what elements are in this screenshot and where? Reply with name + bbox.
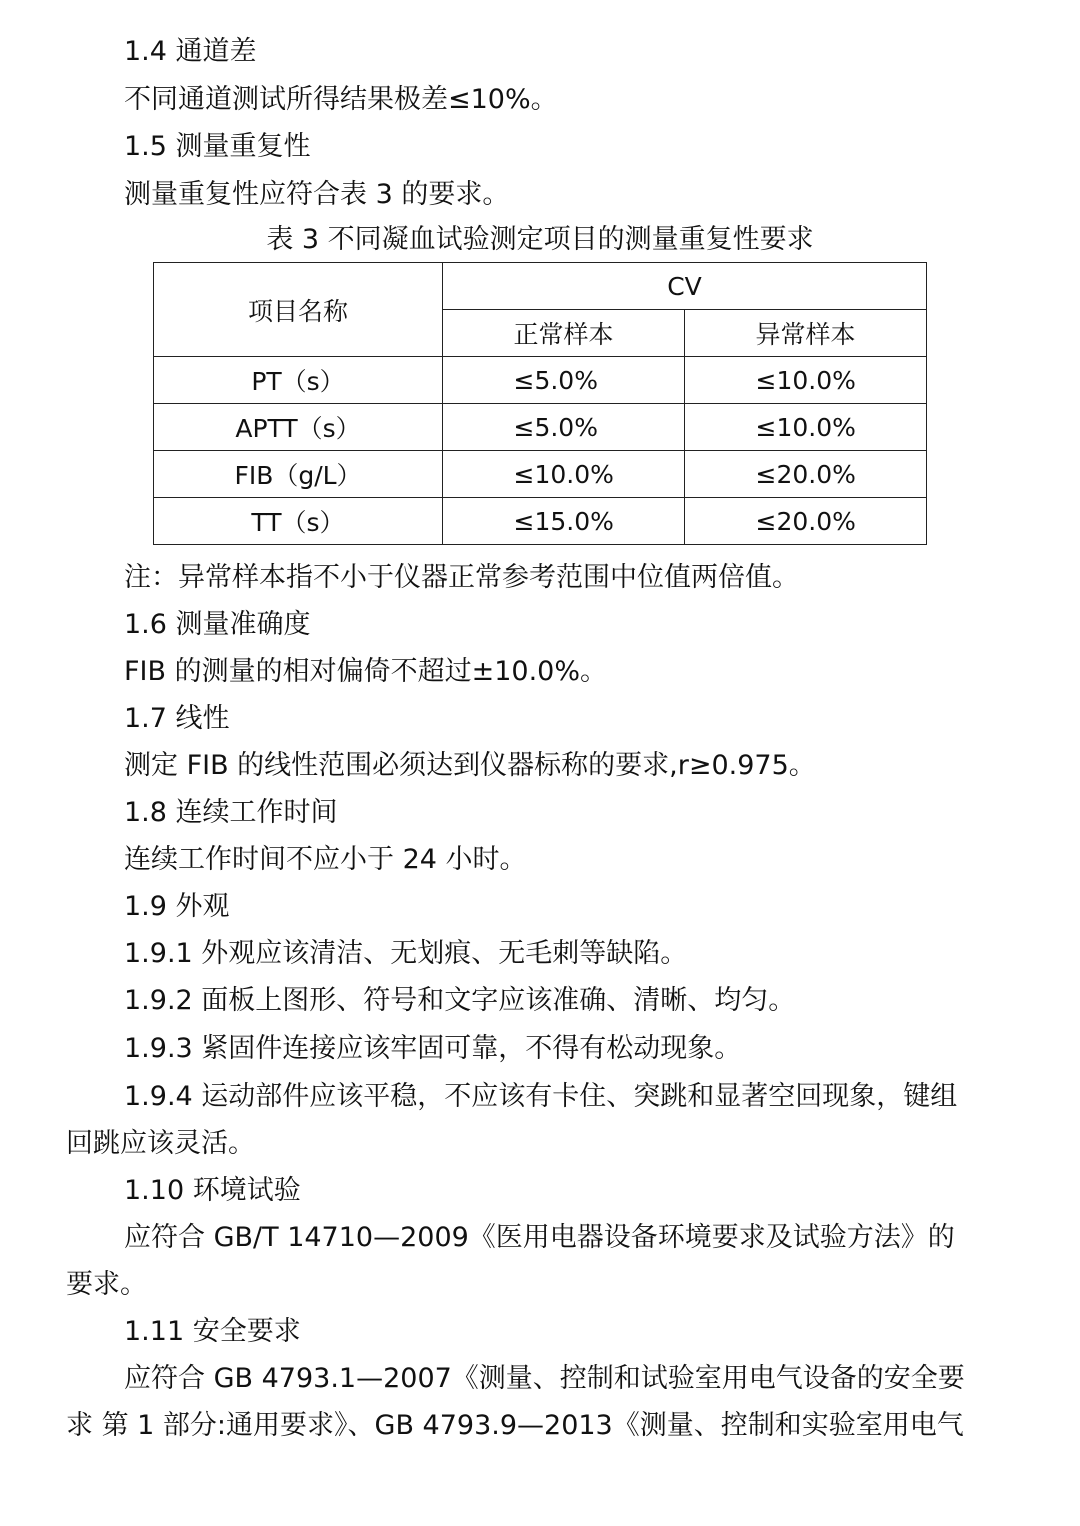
header-cv: CV [443, 263, 927, 310]
header-abnormal-sample: 异常样本 [685, 310, 927, 357]
table-row [154, 451, 927, 498]
row-abnormal-cell [685, 357, 927, 404]
section-1-10-line1: 应符合 GB/T 14710—2009《医用电器设备环境要求及试验方法》的 [124, 1222, 955, 1253]
header-normal-sample: 正常样本 [443, 310, 685, 357]
table-caption: 表 3 不同凝血试验测定项目的测量重复性要求 [266, 224, 814, 255]
row-normal-cell [443, 404, 685, 451]
section-1-6-text: FIB 的测量的相对偏倚不超过±10.0%。 [124, 656, 607, 687]
row-item-name: APTT（s） [154, 404, 443, 451]
section-1-7-title: 1.7 线性 [124, 703, 230, 734]
header-item-name: 项目名称 [154, 263, 443, 357]
row-normal-cell [443, 357, 685, 404]
table-row [154, 404, 927, 451]
section-1-8-text: 连续工作时间不应小于 24 小时。 [124, 844, 527, 875]
section-1-8-title: 1.8 连续工作时间 [124, 797, 338, 828]
row-abnormal-cell [685, 404, 927, 451]
section-1-7-text: 测定 FIB 的线性范围必须达到仪器标称的要求,r≥0.975。 [124, 750, 816, 781]
section-1-4-title: 1.4 通道差 [124, 36, 257, 67]
table-note: 注：异常样本指不小于仪器正常参考范围中位值两倍值。 [124, 562, 799, 593]
row-normal-cell [443, 451, 685, 498]
row-abnormal-cell [685, 498, 927, 545]
row-abnormal-cell [685, 451, 927, 498]
row-item-name: PT（s） [154, 357, 443, 404]
row-item-name: TT（s） [154, 498, 443, 545]
section-1-10-title: 1.10 环境试验 [124, 1175, 301, 1206]
repeatability-table [153, 262, 927, 545]
section-1-11-line1: 应符合 GB 4793.1—2007《测量、控制和试验室用电气设备的安全要 [124, 1363, 965, 1394]
row-abnormal-value: ≤10.0% [755, 365, 856, 395]
section-1-9-title: 1.9 外观 [124, 891, 230, 922]
section-1-5-text: 测量重复性应符合表 3 的要求。 [124, 179, 510, 210]
section-1-9-1: 1.9.1 外观应该清洁、无划痕、无毛刺等缺陷。 [124, 938, 688, 969]
section-1-10-line2: 要求。 [66, 1269, 147, 1300]
row-normal-value: ≤15.0% [513, 506, 614, 536]
table-row [154, 498, 927, 545]
row-abnormal-value: ≤20.0% [755, 459, 856, 489]
section-1-11-title: 1.11 安全要求 [124, 1316, 301, 1347]
row-normal-value: ≤5.0% [513, 365, 598, 395]
section-1-11-line2: 求 第 1 部分:通用要求》、GB 4793.9—2013《测量、控制和实验室用电气 [66, 1410, 964, 1441]
row-normal-value: ≤10.0% [513, 459, 614, 489]
row-normal-value: ≤5.0% [513, 412, 598, 442]
section-1-6-title: 1.6 测量准确度 [124, 609, 311, 640]
section-1-9-3: 1.9.3 紧固件连接应该牢固可靠，不得有松动现象。 [124, 1033, 742, 1064]
section-1-9-4-line2: 回跳应该灵活。 [66, 1128, 255, 1159]
row-abnormal-value: ≤20.0% [755, 506, 856, 536]
row-normal-cell [443, 498, 685, 545]
section-1-9-2: 1.9.2 面板上图形、符号和文字应该准确、清晰、均匀。 [124, 985, 796, 1016]
row-abnormal-value: ≤10.0% [755, 412, 856, 442]
section-1-5-title: 1.5 测量重复性 [124, 131, 311, 162]
row-item-name: FIB（g/L） [154, 451, 443, 498]
section-1-4-text: 不同通道测试所得结果极差≤10%。 [124, 84, 558, 115]
section-1-9-4-line1: 1.9.4 运动部件应该平稳，不应该有卡住、突跳和显著空回现象，键组 [124, 1081, 958, 1112]
table-header-row [154, 263, 927, 310]
table-row [154, 357, 927, 404]
